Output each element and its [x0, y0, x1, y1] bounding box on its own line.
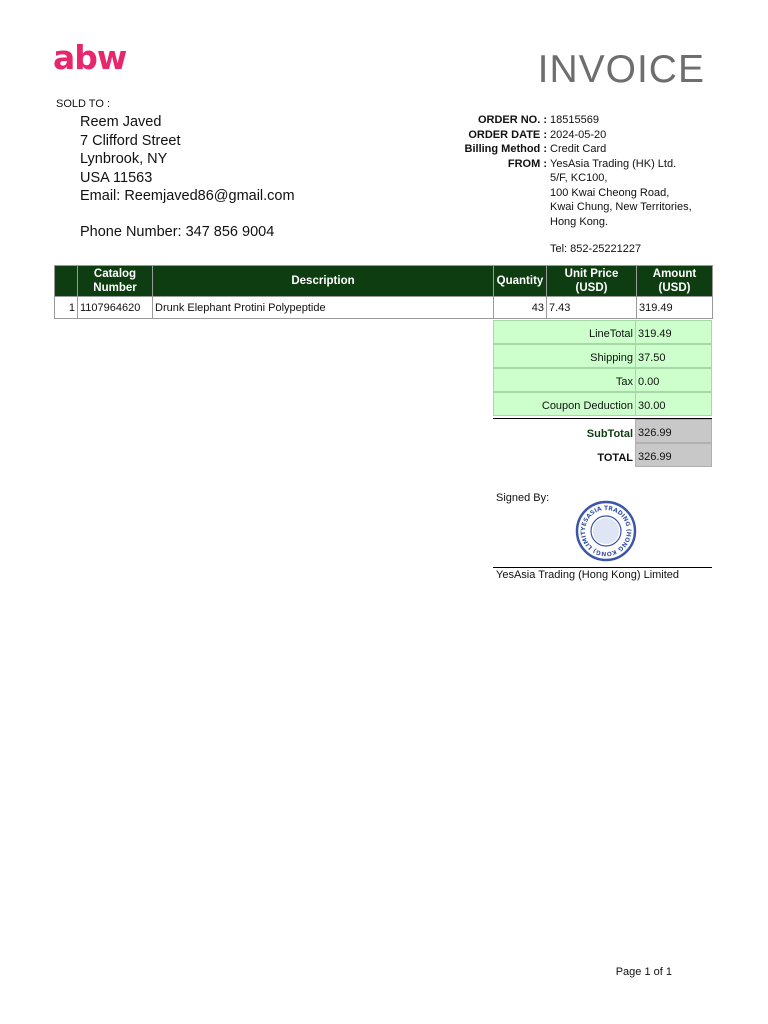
- col-header-catalog: Catalog Number: [78, 266, 153, 297]
- tax-value: 0.00: [635, 368, 712, 392]
- order-date-label: ORDER DATE :: [468, 128, 547, 141]
- from-line: 5/F, KC100,: [550, 172, 608, 184]
- from-label: FROM :: [507, 157, 547, 170]
- total-label: TOTAL: [597, 452, 633, 464]
- svg-text:YESASIA TRADING (HONG KONG) LI: YESASIA TRADING (HONG KONG) LIMIT: [579, 504, 633, 558]
- signature-company: YesAsia Trading (Hong Kong) Limited: [496, 569, 680, 581]
- billing-method-label: Billing Method :: [464, 143, 547, 155]
- shipping-value: 37.50: [635, 344, 712, 368]
- cell-description: Drunk Elephant Protini Polypeptide: [153, 297, 494, 319]
- billing-method-value: Credit Card: [550, 143, 607, 155]
- table-header-row: [55, 266, 713, 297]
- line-total-row: [493, 320, 712, 344]
- coupon-value: 30.00: [635, 392, 712, 416]
- cell-amount: 319.49: [637, 297, 713, 319]
- customer-name: Reem Javed: [80, 114, 162, 130]
- customer-phone: Phone Number: 347 856 9004: [80, 223, 275, 240]
- total-row: [493, 443, 712, 467]
- total-value: 326.99: [635, 443, 712, 467]
- from-line: 100 Kwai Cheong Road,: [550, 186, 670, 199]
- from-line: YesAsia Trading (HK) Ltd.: [550, 157, 677, 170]
- shipping-row: [493, 344, 712, 368]
- cell-unit-price: 7.43: [547, 297, 637, 319]
- sold-to-block: [80, 113, 295, 241]
- col-header-amount: Amount (USD): [637, 266, 713, 297]
- order-date-value: 2024-05-20: [550, 128, 607, 141]
- company-stamp: [575, 500, 637, 562]
- page-number: Page 1 of 1: [615, 966, 672, 978]
- invoice-title: INVOICE: [537, 48, 705, 91]
- line-total-value: 319.49: [635, 320, 712, 344]
- order-no-label: ORDER NO. :: [477, 114, 547, 126]
- sold-to-label: SOLD TO :: [56, 98, 111, 110]
- from-line: Kwai Chung, New Territories,: [550, 201, 692, 213]
- col-header-description: Description: [153, 266, 494, 297]
- from-line: Hong Kong.: [550, 215, 609, 228]
- customer-street: 7 Clifford Street: [80, 132, 181, 149]
- col-header-quantity: Quantity: [494, 266, 547, 297]
- stamp-seal-icon: [575, 500, 637, 562]
- col-header-index: [55, 266, 78, 297]
- tax-row: [493, 368, 712, 392]
- subtotal-label: SubTotal: [586, 428, 633, 440]
- coupon-row: [493, 392, 712, 416]
- totals-block: [493, 320, 712, 467]
- order-no-value: 18515569: [550, 114, 599, 126]
- subtotal-row: [493, 418, 712, 443]
- customer-email: Email: Reemjaved86@gmail.com: [80, 188, 295, 204]
- col-header-unit-price: Unit Price (USD): [547, 266, 637, 297]
- line-total-label: LineTotal: [493, 320, 635, 344]
- line-items-table: [54, 265, 713, 319]
- order-meta: [380, 113, 692, 257]
- cell-quantity: 43: [494, 297, 547, 319]
- signature-line: [493, 567, 712, 568]
- company-logo: abw: [53, 38, 127, 77]
- cell-catalog: 1107964620: [78, 297, 153, 319]
- customer-country-zip: USA 11563: [80, 169, 153, 186]
- table-row: [55, 297, 713, 319]
- subtotal-value: 326.99: [635, 419, 712, 443]
- seller-tel: Tel: 852-25221227: [550, 243, 642, 255]
- customer-city: Lynbrook, NY: [80, 151, 168, 167]
- coupon-label: Coupon Deduction: [493, 392, 635, 416]
- cell-index: 1: [55, 297, 78, 319]
- tax-label: Tax: [493, 368, 635, 392]
- shipping-label: Shipping: [493, 344, 635, 368]
- signed-by-label: Signed By:: [496, 492, 550, 504]
